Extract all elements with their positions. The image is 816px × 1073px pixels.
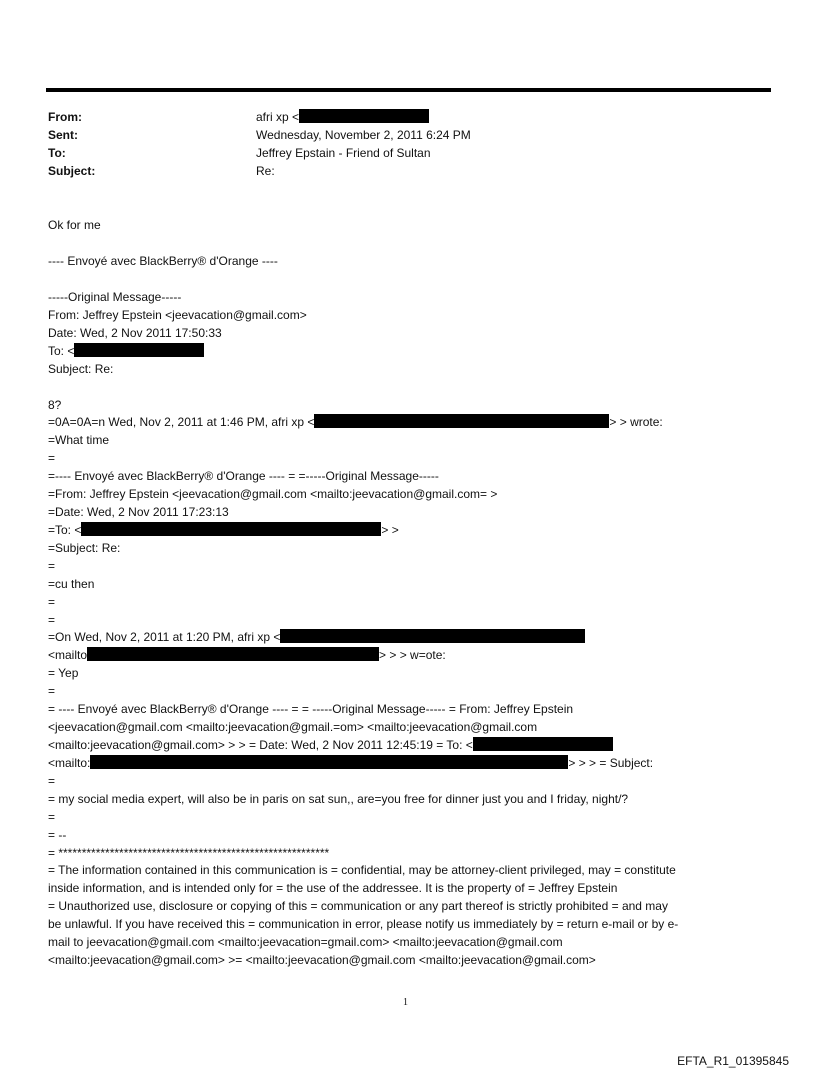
body-line: =---- Envoyé avec BlackBerry® d'Orange ---- = =-----Original Message----- (48, 469, 439, 483)
redaction-box (280, 629, 585, 643)
body-line: Date: Wed, 2 Nov 2011 17:50:33 (48, 326, 222, 340)
page-number: 1 (403, 997, 408, 1008)
body-line: = (48, 684, 56, 698)
redaction-box (314, 414, 609, 428)
body-line: =What time (48, 433, 110, 447)
from-value: afri xp < (256, 108, 429, 126)
body-line: = The information contained in this communication is = confidential, may be attorney-client privileged, may = constitute (48, 863, 676, 877)
body-line: = (48, 613, 56, 627)
body-line: = (48, 451, 56, 465)
to-value: Jeffrey Epstain - Friend of Sultan (256, 146, 431, 160)
body-line: = (48, 810, 56, 824)
body-line: = (48, 559, 56, 573)
body-line: = ---- Envoyé avec BlackBerry® d'Orange ---- = = -----Original Message----- = From: Jeffrey Epstein (48, 702, 574, 716)
body-line: From: Jeffrey Epstein <jeevacation@gmail.com> (48, 308, 307, 322)
body-line: <mailto:jeevacation@gmail.com> >= <mailto:jeevacation@gmail.com <mailto:jeevacation@gmail.com> (48, 953, 596, 967)
body-line: = Yep (48, 666, 79, 680)
body-line: =Date: Wed, 2 Nov 2011 17:23:13 (48, 505, 229, 519)
body-line: = my social media expert, will also be in paris on sat sun,, are=you free for dinner just you and I friday, night/? (48, 792, 629, 806)
redaction-box (81, 522, 381, 536)
body-line: Subject: Re: (48, 362, 114, 376)
body-line: Ok for me (48, 218, 101, 232)
body-line: mail to jeevacation@gmail.com <mailto:jeevacation=gmail.com> <mailto:jeevacation@gmail.com (48, 935, 563, 949)
body-line: = -- (48, 828, 67, 842)
body-line: =To: < > > (48, 523, 399, 537)
body-line: = Unauthorized use, disclosure or copying of this = communication or any part thereof is strictly prohibited = and may (48, 899, 668, 913)
redaction-box (299, 109, 429, 123)
to-label: To: (48, 146, 66, 160)
body-line: <jeevacation@gmail.com <mailto:jeevacation@gmail.=om> <mailto:jeevacation@gmail.com (48, 720, 538, 734)
body-line: =From: Jeffrey Epstein <jeevacation@gmail.com <mailto:jeevacation@gmail.com= > (48, 487, 498, 501)
header-rule (46, 88, 771, 92)
body-line: = (48, 774, 56, 788)
subject-label: Subject: (48, 164, 96, 178)
body-line: = (48, 595, 56, 609)
body-line: <mailto:jeevacation@gmail.com> > > = Date: Wed, 2 Nov 2011 12:45:19 = To: < (48, 737, 613, 753)
redaction-box (90, 755, 568, 769)
redaction-box (473, 737, 613, 751)
body-line: <mailto: > > > = Subject: (48, 756, 654, 770)
sent-label: Sent: (48, 128, 78, 142)
body-line: inside information, and is intended only for = the use of the addressee. It is the property of = Jeffrey Epstein (48, 881, 618, 895)
body-line: 8? (48, 398, 62, 412)
body-line: =cu then (48, 577, 95, 591)
body-line: ---- Envoyé avec BlackBerry® d'Orange ---- (48, 254, 278, 268)
sent-value: Wednesday, November 2, 2011 6:24 PM (256, 128, 471, 142)
body-line: <mailto > > > w=ote: (48, 648, 446, 662)
body-line: =On Wed, Nov 2, 2011 at 1:20 PM, afri xp < (48, 629, 585, 645)
body-line: To: < (48, 343, 204, 359)
from-label: From: (48, 110, 82, 124)
subject-value: Re: (256, 164, 275, 178)
bates-number: EFTA_R1_01395845 (677, 1054, 789, 1068)
redaction-box (87, 647, 379, 661)
body-line: =Subject: Re: (48, 541, 121, 555)
body-line: be unlawful. If you have received this = communication in error, please notify us immediately by = return e-mail or by e- (48, 917, 679, 931)
redaction-box (74, 343, 204, 357)
body-line: -----Original Message----- (48, 290, 182, 304)
body-line: =0A=0A=n Wed, Nov 2, 2011 at 1:46 PM, afri xp < > > wrote: (48, 415, 663, 429)
body-line: = ********************************************************** (48, 846, 330, 860)
